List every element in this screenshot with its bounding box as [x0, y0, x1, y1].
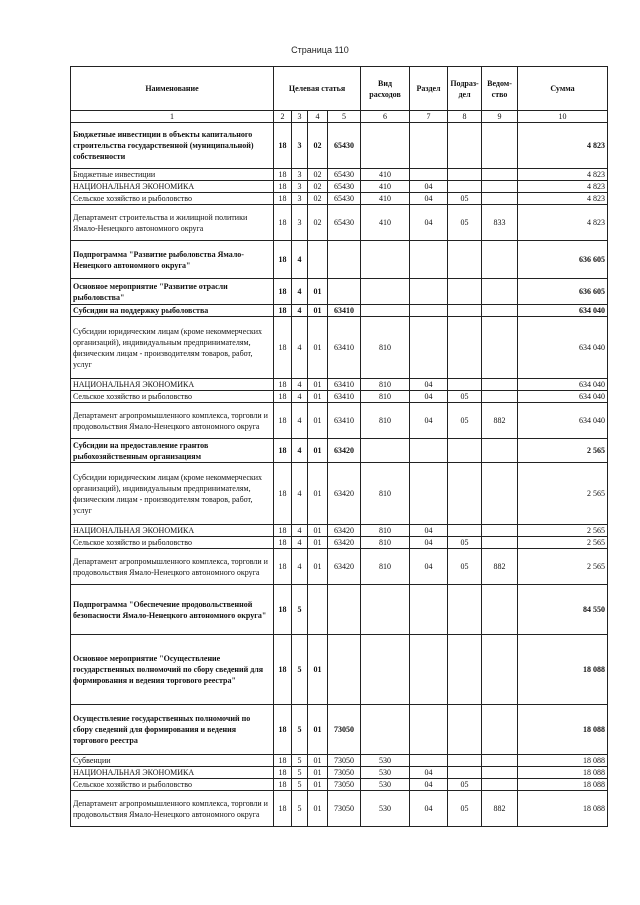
- cell-razdel: [410, 755, 448, 767]
- cell-razdel: 04: [410, 779, 448, 791]
- cell-vedomstvo: [482, 439, 518, 463]
- table-row: [71, 755, 608, 767]
- cell-code-program: 18: [274, 169, 292, 181]
- cell-name: Субвенции: [71, 755, 274, 767]
- cell-code-subprogram: 5: [292, 705, 308, 755]
- cell-code-direction: 63420: [328, 439, 361, 463]
- cell-vedomstvo: 882: [482, 403, 518, 439]
- column-number: 9: [482, 111, 518, 123]
- cell-razdel: 04: [410, 549, 448, 585]
- cell-podrazdel: [448, 123, 482, 169]
- cell-code-subprogram: 5: [292, 755, 308, 767]
- table-row: [71, 525, 608, 537]
- cell-summa: 634 040: [518, 317, 608, 379]
- cell-code-measure: 01: [308, 767, 328, 779]
- cell-code-direction: 63420: [328, 525, 361, 537]
- cell-summa: 4 823: [518, 181, 608, 193]
- cell-code-measure: 02: [308, 205, 328, 241]
- column-number: 1: [71, 111, 274, 123]
- cell-summa: 4 823: [518, 123, 608, 169]
- cell-razdel: 04: [410, 403, 448, 439]
- cell-vid: 410: [361, 181, 410, 193]
- cell-podrazdel: [448, 181, 482, 193]
- cell-podrazdel: 05: [448, 791, 482, 827]
- cell-vedomstvo: [482, 123, 518, 169]
- cell-code-direction: 65430: [328, 169, 361, 181]
- table-row: [71, 241, 608, 279]
- cell-summa: 634 040: [518, 403, 608, 439]
- cell-name: Департамент агропромышленного комплекса, торговли и продовольствия Ямало-Ненецкого автономного округа: [71, 403, 274, 439]
- column-number: 6: [361, 111, 410, 123]
- cell-razdel: 04: [410, 791, 448, 827]
- cell-code-subprogram: 4: [292, 403, 308, 439]
- table-row: [71, 193, 608, 205]
- cell-code-measure: 01: [308, 635, 328, 705]
- cell-code-measure: 01: [308, 379, 328, 391]
- cell-code-direction: 63410: [328, 403, 361, 439]
- header-vedomstvo: Ведом-ство: [482, 67, 518, 111]
- cell-vid: [361, 241, 410, 279]
- header-name: Наименование: [71, 67, 274, 111]
- cell-vedomstvo: [482, 279, 518, 305]
- cell-code-program: 18: [274, 279, 292, 305]
- cell-summa: 634 040: [518, 391, 608, 403]
- cell-podrazdel: [448, 635, 482, 705]
- cell-razdel: 04: [410, 537, 448, 549]
- cell-summa: 2 565: [518, 549, 608, 585]
- cell-summa: 2 565: [518, 463, 608, 525]
- cell-podrazdel: [448, 755, 482, 767]
- cell-code-subprogram: 4: [292, 537, 308, 549]
- cell-code-direction: 73050: [328, 791, 361, 827]
- cell-code-measure: 01: [308, 791, 328, 827]
- cell-code-subprogram: 4: [292, 305, 308, 317]
- cell-vid: [361, 585, 410, 635]
- cell-code-program: 18: [274, 241, 292, 279]
- budget-table: [70, 66, 608, 827]
- column-number: 8: [448, 111, 482, 123]
- cell-name: Департамент строительства и жилищной политики Ямало-Ненецкого автономного округа: [71, 205, 274, 241]
- cell-vid: [361, 439, 410, 463]
- cell-summa: 4 823: [518, 205, 608, 241]
- cell-summa: 634 040: [518, 379, 608, 391]
- cell-razdel: 04: [410, 205, 448, 241]
- cell-code-direction: 65430: [328, 181, 361, 193]
- cell-name: Субсидии на предоставление грантов рыбохозяйственным организациям: [71, 439, 274, 463]
- cell-vid: 530: [361, 791, 410, 827]
- cell-code-subprogram: 5: [292, 779, 308, 791]
- cell-code-program: 18: [274, 549, 292, 585]
- cell-code-subprogram: 4: [292, 463, 308, 525]
- cell-code-measure: 01: [308, 549, 328, 585]
- cell-code-direction: 73050: [328, 779, 361, 791]
- cell-podrazdel: [448, 439, 482, 463]
- cell-code-measure: 01: [308, 755, 328, 767]
- cell-name: Субсидии на поддержку рыболовства: [71, 305, 274, 317]
- cell-code-program: 18: [274, 403, 292, 439]
- cell-code-direction: 63410: [328, 305, 361, 317]
- cell-vid: 810: [361, 403, 410, 439]
- table-row: [71, 379, 608, 391]
- cell-vedomstvo: [482, 585, 518, 635]
- table-row: [71, 123, 608, 169]
- cell-code-measure: 01: [308, 279, 328, 305]
- cell-code-measure: 01: [308, 391, 328, 403]
- cell-podrazdel: [448, 305, 482, 317]
- cell-vid: [361, 305, 410, 317]
- cell-razdel: [410, 279, 448, 305]
- cell-code-subprogram: 3: [292, 205, 308, 241]
- cell-code-direction: 73050: [328, 705, 361, 755]
- cell-code-program: 18: [274, 391, 292, 403]
- cell-name: Бюджетные инвестиции: [71, 169, 274, 181]
- cell-code-subprogram: 5: [292, 791, 308, 827]
- cell-code-subprogram: 3: [292, 169, 308, 181]
- table-row: [71, 791, 608, 827]
- cell-razdel: [410, 463, 448, 525]
- header-razdel: Раздел: [410, 67, 448, 111]
- cell-name: НАЦИОНАЛЬНАЯ ЭКОНОМИКА: [71, 379, 274, 391]
- cell-summa: 2 565: [518, 439, 608, 463]
- column-number: 3: [292, 111, 308, 123]
- cell-name: НАЦИОНАЛЬНАЯ ЭКОНОМИКА: [71, 767, 274, 779]
- cell-name: Подпрограмма "Развитие рыболовства Ямало-Ненецкого автономного округа": [71, 241, 274, 279]
- cell-vid: 810: [361, 549, 410, 585]
- cell-podrazdel: 05: [448, 537, 482, 549]
- cell-vid: 410: [361, 169, 410, 181]
- cell-code-measure: 01: [308, 439, 328, 463]
- header-summa: Сумма: [518, 67, 608, 111]
- cell-code-program: 18: [274, 181, 292, 193]
- cell-code-direction: 63410: [328, 317, 361, 379]
- cell-podrazdel: [448, 463, 482, 525]
- cell-code-subprogram: 4: [292, 317, 308, 379]
- cell-razdel: 04: [410, 193, 448, 205]
- cell-code-program: 18: [274, 305, 292, 317]
- cell-vid: [361, 279, 410, 305]
- cell-razdel: 04: [410, 391, 448, 403]
- cell-code-subprogram: 4: [292, 279, 308, 305]
- cell-summa: 18 088: [518, 635, 608, 705]
- cell-code-subprogram: 5: [292, 585, 308, 635]
- table-row: [71, 463, 608, 525]
- cell-code-direction: 65430: [328, 193, 361, 205]
- cell-podrazdel: [448, 705, 482, 755]
- cell-podrazdel: [448, 585, 482, 635]
- cell-code-program: 18: [274, 767, 292, 779]
- cell-vid: 530: [361, 755, 410, 767]
- cell-summa: 636 605: [518, 279, 608, 305]
- cell-code-program: 18: [274, 439, 292, 463]
- cell-summa: 18 088: [518, 755, 608, 767]
- cell-code-measure: 01: [308, 403, 328, 439]
- cell-name: Сельское хозяйство и рыболовство: [71, 193, 274, 205]
- cell-razdel: [410, 241, 448, 279]
- cell-podrazdel: [448, 279, 482, 305]
- cell-name: Подпрограмма "Обеспечение продовольственной безопасности Ямало-Ненецкого автономного округа": [71, 585, 274, 635]
- cell-code-measure: 02: [308, 169, 328, 181]
- cell-razdel: [410, 305, 448, 317]
- cell-code-subprogram: 5: [292, 635, 308, 705]
- cell-code-program: 18: [274, 379, 292, 391]
- cell-podrazdel: [448, 317, 482, 379]
- cell-summa: 18 088: [518, 791, 608, 827]
- cell-vid: 810: [361, 379, 410, 391]
- cell-name: Осуществление государственных полномочий по сбору сведений для формирования и ведения торгового реестра: [71, 705, 274, 755]
- table-row: [71, 181, 608, 193]
- cell-vedomstvo: [482, 193, 518, 205]
- cell-vedomstvo: [482, 241, 518, 279]
- cell-summa: 18 088: [518, 767, 608, 779]
- cell-code-subprogram: 4: [292, 549, 308, 585]
- cell-code-direction: 63420: [328, 537, 361, 549]
- cell-code-direction: 63410: [328, 379, 361, 391]
- table-row: [71, 779, 608, 791]
- cell-razdel: [410, 705, 448, 755]
- cell-code-subprogram: 3: [292, 193, 308, 205]
- cell-code-direction: [328, 279, 361, 305]
- header-podrazdel: Подраз-дел: [448, 67, 482, 111]
- cell-podrazdel: 05: [448, 403, 482, 439]
- cell-podrazdel: [448, 241, 482, 279]
- table-row: [71, 585, 608, 635]
- cell-code-program: 18: [274, 705, 292, 755]
- cell-vedomstvo: [482, 379, 518, 391]
- cell-vedomstvo: [482, 463, 518, 525]
- cell-summa: 18 088: [518, 705, 608, 755]
- cell-code-measure: 02: [308, 123, 328, 169]
- cell-name: Бюджетные инвестиции в объекты капитального строительства государственной (муниципальной) собственности: [71, 123, 274, 169]
- cell-code-direction: [328, 635, 361, 705]
- cell-podrazdel: [448, 767, 482, 779]
- cell-summa: 2 565: [518, 525, 608, 537]
- cell-podrazdel: 05: [448, 549, 482, 585]
- header-vid: Вид расходов: [361, 67, 410, 111]
- cell-code-measure: 02: [308, 181, 328, 193]
- cell-vedomstvo: [482, 537, 518, 549]
- cell-vid: 810: [361, 463, 410, 525]
- cell-code-direction: [328, 241, 361, 279]
- cell-razdel: [410, 585, 448, 635]
- cell-code-program: 18: [274, 791, 292, 827]
- cell-razdel: 04: [410, 181, 448, 193]
- cell-razdel: [410, 169, 448, 181]
- table-row: [71, 635, 608, 705]
- cell-code-direction: 63420: [328, 463, 361, 525]
- cell-code-measure: 01: [308, 305, 328, 317]
- cell-podrazdel: [448, 379, 482, 391]
- cell-code-direction: [328, 585, 361, 635]
- cell-name: Сельское хозяйство и рыболовство: [71, 537, 274, 549]
- cell-razdel: [410, 635, 448, 705]
- cell-vid: 530: [361, 779, 410, 791]
- cell-podrazdel: 05: [448, 391, 482, 403]
- cell-name: Сельское хозяйство и рыболовство: [71, 391, 274, 403]
- cell-code-subprogram: 4: [292, 439, 308, 463]
- cell-code-measure: 02: [308, 193, 328, 205]
- cell-name: Департамент агропромышленного комплекса, торговли и продовольствия Ямало-Ненецкого автономного округа: [71, 791, 274, 827]
- cell-podrazdel: 05: [448, 779, 482, 791]
- page-title: Страница 110: [291, 45, 349, 55]
- table-row: [71, 705, 608, 755]
- table-row: [71, 305, 608, 317]
- cell-vid: 810: [361, 391, 410, 403]
- cell-code-measure: [308, 585, 328, 635]
- cell-code-program: 18: [274, 193, 292, 205]
- cell-code-measure: 01: [308, 463, 328, 525]
- cell-code-direction: 63420: [328, 549, 361, 585]
- cell-code-program: 18: [274, 585, 292, 635]
- cell-vedomstvo: [482, 169, 518, 181]
- cell-code-subprogram: 4: [292, 391, 308, 403]
- cell-vedomstvo: [482, 317, 518, 379]
- cell-code-direction: 73050: [328, 755, 361, 767]
- column-number-row: [71, 111, 608, 123]
- cell-vid: 410: [361, 193, 410, 205]
- table-row: [71, 279, 608, 305]
- column-number: 4: [308, 111, 328, 123]
- table-row: [71, 549, 608, 585]
- cell-code-measure: 01: [308, 779, 328, 791]
- cell-name: НАЦИОНАЛЬНАЯ ЭКОНОМИКА: [71, 525, 274, 537]
- cell-code-program: 18: [274, 525, 292, 537]
- cell-code-direction: 65430: [328, 205, 361, 241]
- table-row: [71, 767, 608, 779]
- cell-name: Субсидии юридическим лицам (кроме некоммерческих организаций), индивидуальным предпринимателям, физическим лицам - производителям товаров, работ, услуг: [71, 317, 274, 379]
- cell-razdel: [410, 317, 448, 379]
- table-row: [71, 403, 608, 439]
- cell-vedomstvo: [482, 635, 518, 705]
- cell-vedomstvo: [482, 181, 518, 193]
- cell-name: НАЦИОНАЛЬНАЯ ЭКОНОМИКА: [71, 181, 274, 193]
- cell-code-program: 18: [274, 463, 292, 525]
- cell-summa: 18 088: [518, 779, 608, 791]
- table-row: [71, 205, 608, 241]
- cell-vedomstvo: [482, 705, 518, 755]
- cell-code-program: 18: [274, 317, 292, 379]
- cell-code-subprogram: 4: [292, 379, 308, 391]
- cell-code-measure: 01: [308, 525, 328, 537]
- cell-summa: 2 565: [518, 537, 608, 549]
- cell-vid: 810: [361, 317, 410, 379]
- table-row: [71, 391, 608, 403]
- cell-vedomstvo: [482, 779, 518, 791]
- cell-code-direction: 65430: [328, 123, 361, 169]
- cell-code-program: 18: [274, 205, 292, 241]
- cell-vedomstvo: 833: [482, 205, 518, 241]
- cell-summa: 84 550: [518, 585, 608, 635]
- cell-code-measure: [308, 241, 328, 279]
- cell-code-direction: 63410: [328, 391, 361, 403]
- cell-name: Департамент агропромышленного комплекса, торговли и продовольствия Ямало-Ненецкого автономного округа: [71, 549, 274, 585]
- table-row: [71, 537, 608, 549]
- cell-vid: [361, 123, 410, 169]
- cell-vid: 810: [361, 525, 410, 537]
- cell-code-program: 18: [274, 779, 292, 791]
- cell-name: Основное мероприятие "Осуществление государственных полномочий по сбору сведений для формирования и ведения торгового реестра": [71, 635, 274, 705]
- cell-podrazdel: 05: [448, 205, 482, 241]
- cell-razdel: [410, 123, 448, 169]
- table-header-row: [71, 67, 608, 111]
- cell-name: Основное мероприятие "Развитие отрасли рыболовства": [71, 279, 274, 305]
- cell-razdel: 04: [410, 379, 448, 391]
- cell-vedomstvo: 882: [482, 791, 518, 827]
- cell-vid: 410: [361, 205, 410, 241]
- table-row: [71, 317, 608, 379]
- cell-vid: [361, 635, 410, 705]
- cell-code-measure: 01: [308, 537, 328, 549]
- cell-podrazdel: [448, 169, 482, 181]
- cell-code-subprogram: 4: [292, 241, 308, 279]
- cell-name: Субсидии юридическим лицам (кроме некоммерческих организаций), индивидуальным предпринимателям, физическим лицам - производителям товаров, работ, услуг: [71, 463, 274, 525]
- cell-code-program: 18: [274, 537, 292, 549]
- cell-code-program: 18: [274, 635, 292, 705]
- cell-summa: 4 823: [518, 193, 608, 205]
- cell-code-measure: 01: [308, 317, 328, 379]
- header-target: Целевая статья: [274, 67, 361, 111]
- cell-podrazdel: [448, 525, 482, 537]
- table-row: [71, 439, 608, 463]
- cell-vedomstvo: [482, 767, 518, 779]
- cell-summa: 636 605: [518, 241, 608, 279]
- cell-vid: 530: [361, 767, 410, 779]
- cell-name: Сельское хозяйство и рыболовство: [71, 779, 274, 791]
- cell-code-subprogram: 3: [292, 123, 308, 169]
- column-number: 7: [410, 111, 448, 123]
- cell-code-program: 18: [274, 755, 292, 767]
- column-number: 5: [328, 111, 361, 123]
- cell-summa: 634 040: [518, 305, 608, 317]
- cell-vedomstvo: 882: [482, 549, 518, 585]
- cell-podrazdel: 05: [448, 193, 482, 205]
- cell-vid: [361, 705, 410, 755]
- cell-razdel: [410, 439, 448, 463]
- cell-vedomstvo: [482, 755, 518, 767]
- cell-summa: 4 823: [518, 169, 608, 181]
- cell-vid: 810: [361, 537, 410, 549]
- table-row: [71, 169, 608, 181]
- cell-razdel: 04: [410, 525, 448, 537]
- cell-code-program: 18: [274, 123, 292, 169]
- cell-code-subprogram: 3: [292, 181, 308, 193]
- cell-razdel: 04: [410, 767, 448, 779]
- cell-vedomstvo: [482, 305, 518, 317]
- cell-vedomstvo: [482, 525, 518, 537]
- cell-code-direction: 73050: [328, 767, 361, 779]
- cell-code-subprogram: 4: [292, 525, 308, 537]
- column-number: 2: [274, 111, 292, 123]
- cell-code-subprogram: 5: [292, 767, 308, 779]
- cell-vedomstvo: [482, 391, 518, 403]
- cell-code-measure: 01: [308, 705, 328, 755]
- table-body: [71, 67, 608, 827]
- column-number: 10: [518, 111, 608, 123]
